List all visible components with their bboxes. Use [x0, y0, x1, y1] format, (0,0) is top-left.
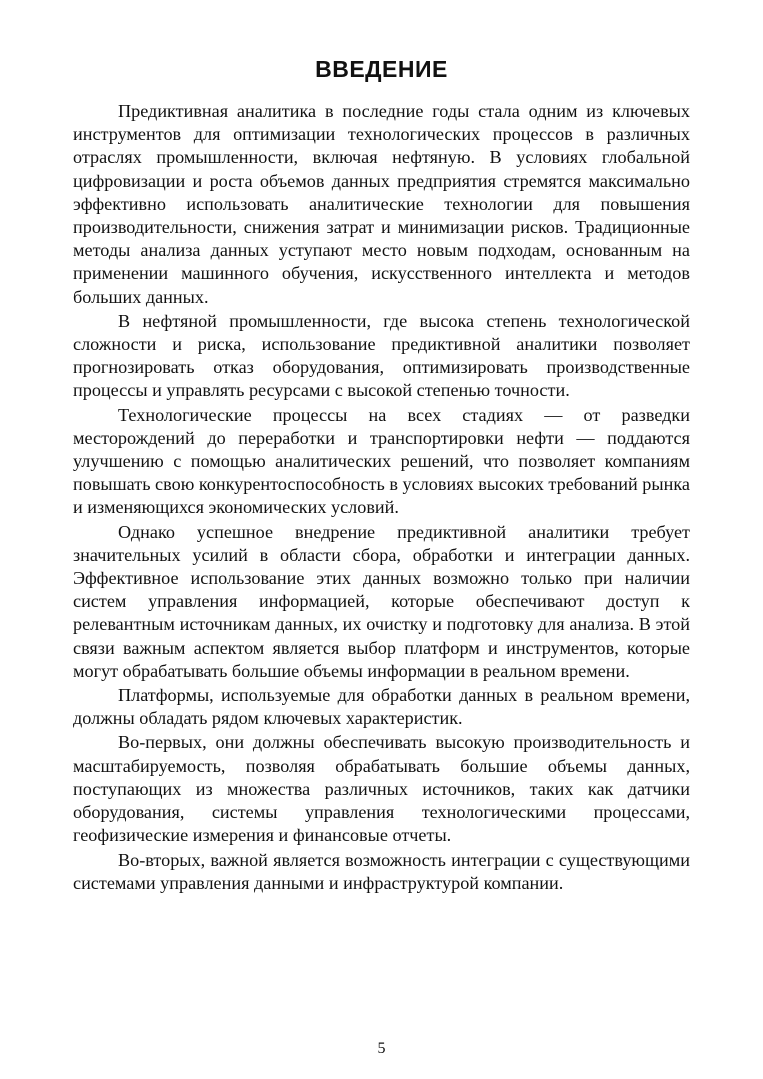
body-text [73, 100, 690, 896]
paragraph-3: Технологические процессы на всех стадиях — от разведки месторождений до переработки и транспортировки нефти — поддаются улучшению с помощью аналитических решений, что позволяет компаниям повышать свою конкурентоспособность в условиях высоких требований рынка и изменяющихся экономических условий. [73, 404, 690, 518]
page-title: ВВЕДЕНИЕ [315, 56, 448, 82]
paragraph-1: Предиктивная аналитика в последние годы стала одним из ключевых инструментов для оптимизации технологических процессов в различных отраслях промышленности, включая нефтяную. В условиях глобальной цифровизации и роста объемов данных предприятия стремятся максимально эффективно использовать аналитические технологии для повышения производительности, снижения затрат и минимизации рисков. Традиционные методы анализа данных уступают место новым подходам, основанным на применении машинного обучения, искусственного интеллекта и методов больших данных. [73, 101, 690, 307]
paragraph-4: Однако успешное внедрение предиктивной аналитики требует значительных усилий в области сбора, обработки и интеграции данных. Эффективное использование этих данных возможно только при наличии систем управления информацией, которые обеспечивают доступ к релевантным источникам данных, их очистку и подготовку для анализа. В этой связи важным аспектом является выбор платформ и инструментов, которые могут обрабатывать большие объемы информации в реальном времени. [73, 521, 690, 681]
paragraph-2: В нефтяной промышленности, где высока степень технологической сложности и риска, использование предиктивной аналитики позволяет прогнозировать отказ оборудования, оптимизировать производственные процессы и управлять ресурсами с высокой степенью точности. [73, 310, 690, 401]
paragraph-6: Во-первых, они должны обеспечивать высокую производительность и масштабируемость, позволяя обрабатывать большие объемы данных, поступающих из множества различных источников, таких как датчики оборудования, системы управления технологическими процессами, геофизические измерения и финансовые отчеты. [73, 732, 690, 846]
page-number: 5 [377, 1040, 386, 1057]
paragraph-5: Платформы, используемые для обработки данных в реальном времени, должны обладать рядом ключевых характеристик. [73, 685, 690, 729]
paragraph-7: Во-вторых, важной является возможность интеграции с существующими системами управления данными и инфраструктурой компании. [73, 849, 690, 893]
